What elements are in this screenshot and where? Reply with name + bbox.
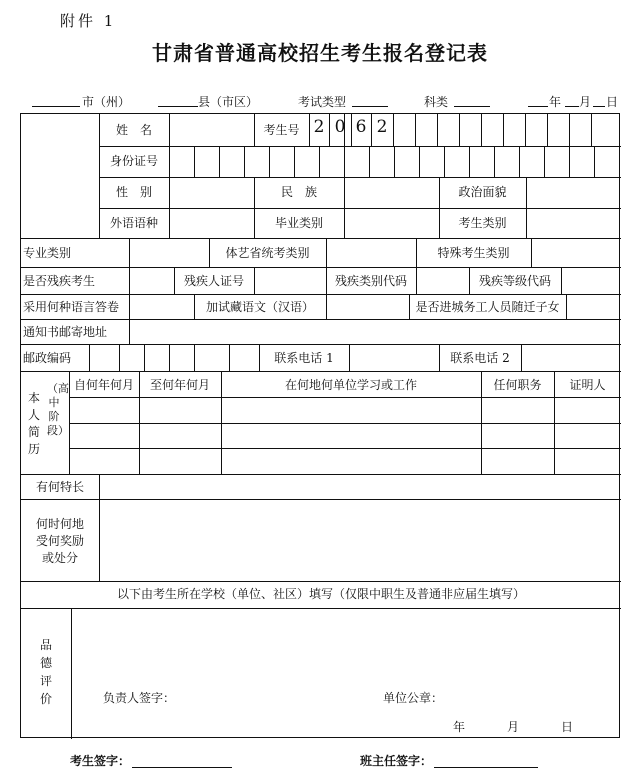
year-label: 年 [549, 95, 562, 109]
resume-col-to: 至何年何月 [149, 378, 210, 392]
subject-field[interactable] [454, 106, 490, 107]
tibetan-label: 加试藏语文（汉语） [205, 300, 314, 314]
candidate-no-digit[interactable]: 0 [334, 117, 346, 137]
exam-type-field[interactable] [352, 106, 388, 107]
phone2-label: 联系电话 2 [450, 351, 510, 365]
day-field[interactable] [593, 106, 605, 107]
county-label: 县（市区） [198, 95, 259, 109]
disabled-cert-label: 残疾人证号 [183, 274, 244, 288]
ethnicity-label: 民 族 [280, 185, 317, 199]
id-number-label: 身份证号 [109, 154, 158, 168]
gender-label: 性 别 [115, 185, 152, 199]
awards-label: 何时何地 [35, 517, 84, 531]
answer-language-label: 采用何种语言答卷 [23, 300, 120, 314]
foreign-language-label: 外语语种 [109, 216, 158, 230]
city-field[interactable] [32, 106, 80, 107]
form-title: 甘肃省普通高校招生考生报名登记表 [152, 41, 488, 65]
year-field[interactable] [528, 106, 548, 107]
resume-side-sublabel: （高中阶段） [47, 382, 69, 437]
resume-col-position: 任何职务 [493, 378, 542, 392]
resume-col-witness: 证明人 [569, 378, 606, 392]
phone1-label: 联系电话 1 [274, 351, 334, 365]
month-field[interactable] [565, 106, 579, 107]
registration-form [20, 113, 620, 738]
leader-sign-label: 负责人签字： [103, 691, 176, 705]
graduation-type-label: 毕业类别 [274, 216, 323, 230]
awards-label: 或处分 [41, 551, 78, 565]
name-label: 姓 名 [115, 123, 152, 137]
disabled-label: 是否残疾考生 [23, 274, 96, 288]
specialty-label: 有何特长 [35, 480, 84, 494]
candidate-no-digit[interactable]: 6 [355, 117, 367, 137]
teacher-sign-label: 班主任签字： [360, 754, 433, 768]
student-sign-field[interactable] [132, 767, 232, 768]
special-type-label: 特殊考生类别 [437, 246, 510, 260]
school-note: 以下由考生所在学校（单位、社区）填写（仅限中职生及普通非应届生填写） [116, 587, 525, 601]
day-label: 日 [606, 95, 619, 109]
attachment-label: 附件 1 [60, 12, 117, 30]
teacher-sign-field[interactable] [434, 767, 538, 768]
political-status-label: 政治面貌 [458, 185, 507, 199]
city-label: 市（州） [82, 95, 131, 109]
resume-col-from: 自何年何月 [73, 378, 134, 392]
exam-type-label: 考试类型 [298, 95, 347, 109]
major-type-label: 专业类别 [23, 246, 72, 260]
migrant-label: 是否进城务工人员随迁子女 [415, 300, 560, 314]
candidate-type-label: 考生类别 [458, 216, 507, 230]
resume-side-label: 本人简历 [27, 391, 40, 456]
candidate-no-label: 考生号 [263, 123, 300, 137]
month-label: 月 [579, 95, 592, 109]
art-exam-label: 体艺省统考类别 [225, 246, 310, 260]
moral-year-label: 年 [453, 720, 466, 734]
moral-label: 品德评价 [39, 638, 52, 706]
seal-label: 单位公章： [383, 691, 444, 705]
resume-col-place: 在何地何单位学习或工作 [284, 378, 417, 392]
moral-month-label: 月 [507, 720, 520, 734]
county-field[interactable] [158, 106, 198, 107]
awards-label: 受何奖励 [35, 534, 84, 548]
candidate-no-digit[interactable]: 2 [313, 117, 325, 137]
moral-day-label: 日 [561, 720, 574, 734]
postcode-label: 邮政编码 [23, 351, 72, 365]
mail-address-label: 通知书邮寄地址 [23, 325, 108, 339]
candidate-no-digit[interactable]: 2 [376, 117, 388, 137]
student-sign-label: 考生签字： [70, 754, 131, 768]
disabled-level-label: 残疾等级代码 [478, 274, 551, 288]
disabled-code-label: 残疾类别代码 [334, 274, 407, 288]
subject-label: 科类 [424, 95, 449, 109]
